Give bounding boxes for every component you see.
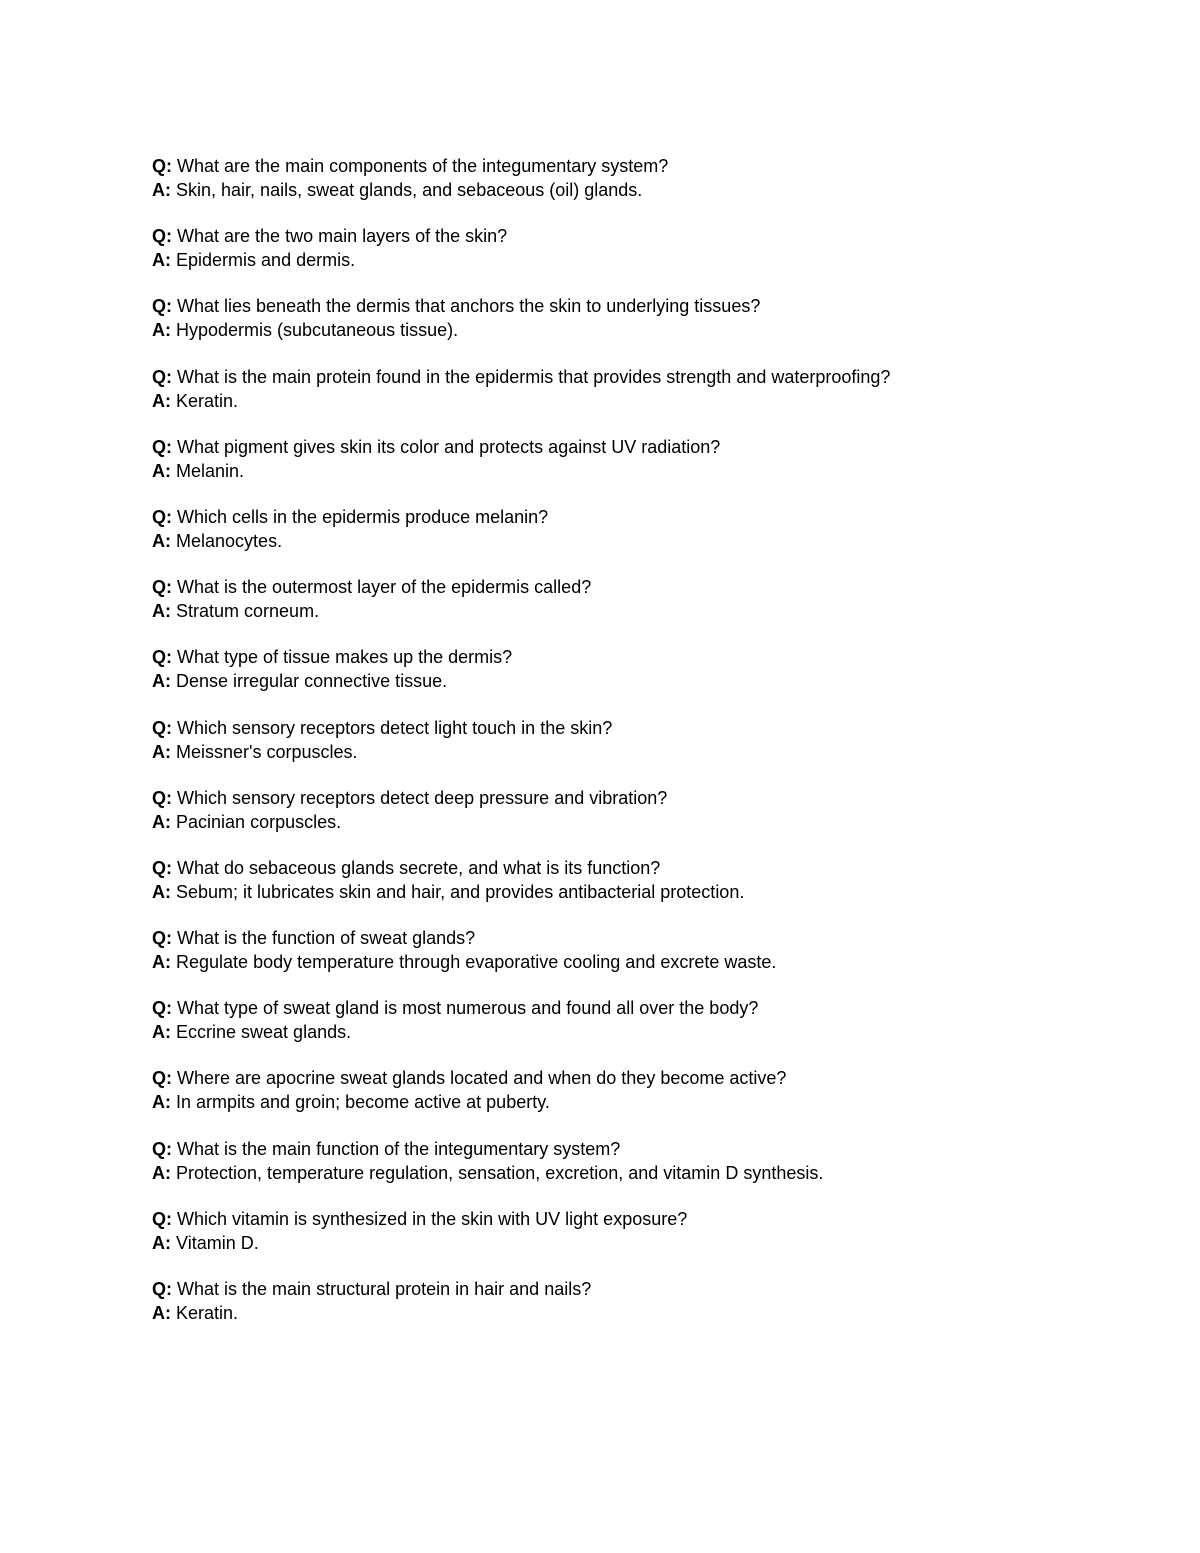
question-text: Which cells in the epidermis produce melanin?: [177, 506, 549, 527]
question-line: [152, 1207, 1152, 1231]
answer-text: Meissner's corpuscles.: [176, 741, 358, 762]
question-text: What is the main structural protein in hair and nails?: [177, 1279, 592, 1299]
answer-prefix: A:: [152, 1303, 171, 1323]
qa-item: [152, 1137, 1152, 1185]
question-line: [152, 224, 1152, 248]
qa-item: [152, 1277, 1152, 1325]
question-text: Which sensory receptors detect deep pressure and vibration?: [177, 787, 668, 808]
answer-text: Eccrine sweat glands.: [176, 1022, 352, 1043]
question-prefix: Q:: [152, 506, 172, 527]
answer-line: [152, 1301, 1152, 1325]
question-prefix: Q:: [152, 366, 172, 387]
question-text: What is the main function of the integumentary system?: [177, 1138, 621, 1159]
answer-prefix: A:: [152, 1022, 171, 1043]
question-line: [152, 1277, 1152, 1301]
question-text: Where are apocrine sweat glands located and when do they become active?: [177, 1068, 787, 1089]
qa-item: [152, 154, 1152, 202]
question-line: [152, 505, 1152, 529]
question-prefix: Q:: [152, 1068, 172, 1089]
answer-text: Skin, hair, nails, sweat glands, and sebaceous (oil) glands.: [176, 180, 643, 200]
qa-item: [152, 1066, 1152, 1114]
question-text: What are the two main layers of the skin?: [177, 226, 508, 247]
answer-prefix: A:: [152, 741, 171, 762]
question-line: [152, 856, 1152, 880]
answer-prefix: A:: [152, 1092, 171, 1113]
answer-prefix: A:: [152, 671, 171, 692]
question-line: [152, 1137, 1152, 1161]
question-line: [152, 926, 1152, 950]
question-text: What pigment gives skin its color and protects against UV radiation?: [177, 436, 721, 457]
question-prefix: Q:: [152, 577, 172, 598]
answer-line: [152, 669, 1152, 693]
qa-item: [152, 786, 1152, 834]
answer-prefix: A:: [152, 1162, 171, 1183]
answer-text: Regulate body temperature through evaporative cooling and excrete waste.: [176, 952, 777, 973]
question-text: What type of sweat gland is most numerous and found all over the body?: [177, 998, 759, 1019]
question-prefix: Q:: [152, 1138, 172, 1159]
answer-text: Keratin.: [176, 390, 239, 411]
question-line: [152, 645, 1152, 669]
answer-line: [152, 1090, 1152, 1114]
question-text: What do sebaceous glands secrete, and what is its function?: [177, 857, 661, 878]
answer-line: [152, 950, 1152, 974]
question-line: [152, 435, 1152, 459]
qa-item: [152, 435, 1152, 483]
question-prefix: Q:: [152, 857, 172, 878]
question-text: What lies beneath the dermis that anchors the skin to underlying tissues?: [177, 296, 761, 317]
answer-line: [152, 810, 1152, 834]
question-text: Which sensory receptors detect light touch in the skin?: [177, 717, 613, 738]
qa-item: [152, 575, 1152, 623]
question-text: What is the function of sweat glands?: [177, 928, 476, 949]
answer-line: [152, 740, 1152, 764]
answer-line: [152, 880, 1152, 904]
question-text: What is the main protein found in the epidermis that provides strength and waterproofing?: [177, 366, 891, 387]
qa-item: [152, 996, 1152, 1044]
answer-text: Vitamin D.: [176, 1232, 259, 1253]
answer-prefix: A:: [152, 952, 171, 973]
qa-list: [152, 154, 1152, 1347]
answer-text: Epidermis and dermis.: [176, 250, 356, 271]
answer-text: Melanocytes.: [176, 530, 283, 551]
question-line: [152, 575, 1152, 599]
question-prefix: Q:: [152, 1208, 172, 1229]
answer-prefix: A:: [152, 601, 171, 622]
question-text: What type of tissue makes up the dermis?: [177, 647, 513, 668]
answer-line: [152, 248, 1152, 272]
answer-text: Pacinian corpuscles.: [176, 811, 342, 832]
question-line: [152, 1066, 1152, 1090]
answer-line: [152, 1231, 1152, 1255]
answer-line: [152, 459, 1152, 483]
qa-item: [152, 645, 1152, 693]
answer-text: Sebum; it lubricates skin and hair, and provides antibacterial protection.: [176, 881, 745, 902]
question-prefix: Q:: [152, 647, 172, 668]
answer-text: In armpits and groin; become active at puberty.: [176, 1092, 550, 1113]
qa-item: [152, 856, 1152, 904]
answer-line: [152, 599, 1152, 623]
answer-text: Melanin.: [176, 460, 245, 481]
qa-item: [152, 926, 1152, 974]
answer-line: [152, 318, 1152, 342]
answer-line: [152, 529, 1152, 553]
answer-line: [152, 178, 1152, 202]
question-text: What are the main components of the integumentary system?: [177, 156, 669, 176]
question-line: [152, 996, 1152, 1020]
answer-line: [152, 1161, 1152, 1185]
question-prefix: Q:: [152, 717, 172, 738]
qa-item: [152, 716, 1152, 764]
question-line: [152, 716, 1152, 740]
answer-line: [152, 1020, 1152, 1044]
question-prefix: Q:: [152, 436, 172, 457]
answer-line: [152, 389, 1152, 413]
answer-text: Hypodermis (subcutaneous tissue).: [176, 320, 459, 341]
question-text: Which vitamin is synthesized in the skin with UV light exposure?: [177, 1208, 688, 1229]
answer-prefix: A:: [152, 1232, 171, 1253]
answer-text: Keratin.: [176, 1303, 239, 1323]
answer-prefix: A:: [152, 881, 171, 902]
question-prefix: Q:: [152, 156, 172, 176]
qa-item: [152, 224, 1152, 272]
answer-text: Stratum corneum.: [176, 601, 320, 622]
question-prefix: Q:: [152, 226, 172, 247]
qa-item: [152, 294, 1152, 342]
answer-prefix: A:: [152, 250, 171, 271]
question-text: What is the outermost layer of the epidermis called?: [177, 577, 592, 598]
qa-item: [152, 505, 1152, 553]
question-prefix: Q:: [152, 928, 172, 949]
answer-prefix: A:: [152, 530, 171, 551]
answer-prefix: A:: [152, 811, 171, 832]
qa-item: [152, 1207, 1152, 1255]
question-prefix: Q:: [152, 1279, 172, 1299]
question-prefix: Q:: [152, 296, 172, 317]
qa-item: [152, 365, 1152, 413]
question-prefix: Q:: [152, 787, 172, 808]
question-line: [152, 786, 1152, 810]
question-line: [152, 154, 1152, 178]
answer-text: Protection, temperature regulation, sensation, excretion, and vitamin D synthesis.: [176, 1162, 824, 1183]
question-line: [152, 294, 1152, 318]
answer-prefix: A:: [152, 460, 171, 481]
answer-text: Dense irregular connective tissue.: [176, 671, 448, 692]
answer-prefix: A:: [152, 180, 171, 200]
question-line: [152, 365, 1152, 389]
question-prefix: Q:: [152, 998, 172, 1019]
answer-prefix: A:: [152, 320, 171, 341]
answer-prefix: A:: [152, 390, 171, 411]
